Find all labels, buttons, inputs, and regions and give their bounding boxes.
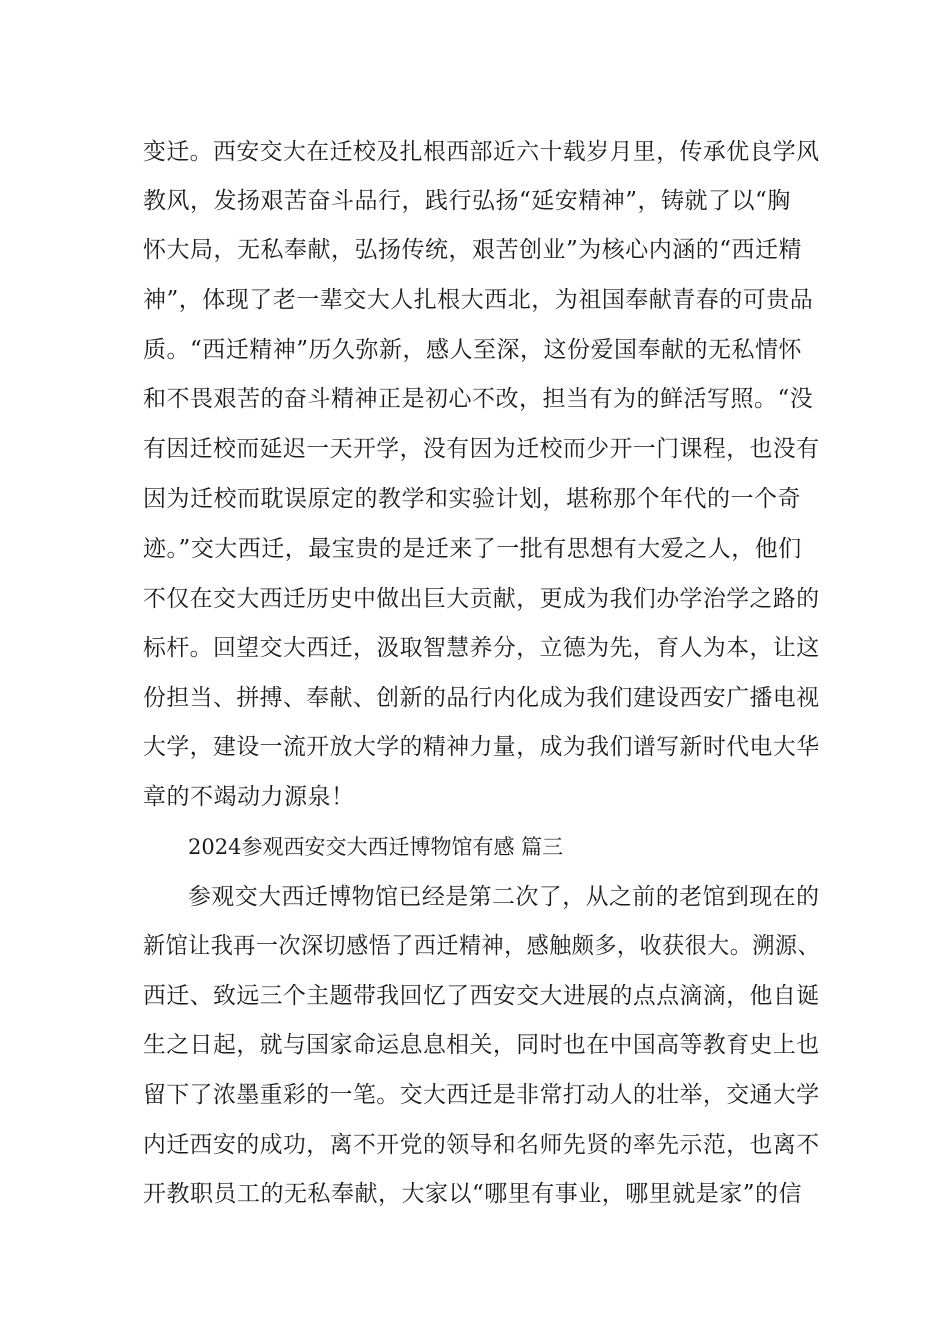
text-line: 教风，发扬艰苦奋斗品行，践行弘扬“延安精神”，铸就了以“胸	[143, 188, 791, 214]
text-line: 西迁、致远三个主题带我回忆了西安交大进展的点点滴滴，他自诞	[143, 983, 820, 1009]
text-line: 怀大局，无私奉献，弘扬传统，艰苦创业”为核心内涵的“西迁精	[143, 237, 803, 263]
text-line: 留下了浓墨重彩的一笔。交大西迁是非常打动人的壮举，交通大学	[143, 1082, 820, 1108]
text-line: 参观交大西迁博物馆已经是第二次了，从之前的老馆到现在的	[188, 884, 820, 910]
text-line: 神”，体现了老一辈交大人扎根大西北，为祖国奉献青春的可贵品	[143, 287, 814, 313]
text-line: 变迁。西安交大在迁校及扎根西部近六十载岁月里，传承优良学风	[143, 139, 820, 165]
text-line: 标杆。回望交大西迁，汲取智慧养分，立德为先，育人为本，让这	[143, 635, 820, 661]
text-line: 因为迁校而耽误原定的教学和实验计划，堪称那个年代的一个奇	[143, 486, 801, 512]
text-line: 不仅在交大西迁历史中做出巨大贡献，更成为我们办学治学之路的	[143, 586, 820, 612]
text-line: 迹。”交大西迁，最宝贵的是迁来了一批有思想有大爱之人，他们	[143, 536, 802, 562]
text-line: 大学，建设一流开放大学的精神力量，成为我们谱写新时代电大华	[143, 734, 820, 760]
text-line: 和不畏艰苦的奋斗精神正是初心不改，担当有为的鲜活写照。“没	[143, 386, 814, 412]
text-line: 开教职员工的无私奉献，大家以“哪里有事业，哪里就是家”的信	[143, 1181, 803, 1207]
text-line: 章的不竭动力源泉！	[143, 784, 355, 810]
text-line: 质。“西迁精神”历久弥新，感人至深，这份爱国奉献的无私情怀	[143, 337, 803, 363]
text-line: 份担当、拼搏、奉献、创新的品行内化成为我们建设西安广播电视	[143, 685, 820, 711]
text-line: 生之日起，就与国家命运息息相关，同时也在中国高等教育史上也	[143, 1032, 820, 1058]
section-heading: 2024参观西安交大西迁博物馆有感 篇三	[188, 835, 564, 859]
text-line: 内迁西安的成功，离不开党的领导和名师先贤的率先示范，也离不	[143, 1132, 820, 1158]
text-line: 新馆让我再一次深切感悟了西迁精神，感触颇多，收获很大。溯源、	[143, 933, 821, 959]
text-line: 有因迁校而延迟一天开学，没有因为迁校而少开一门课程，也没有	[143, 436, 820, 462]
